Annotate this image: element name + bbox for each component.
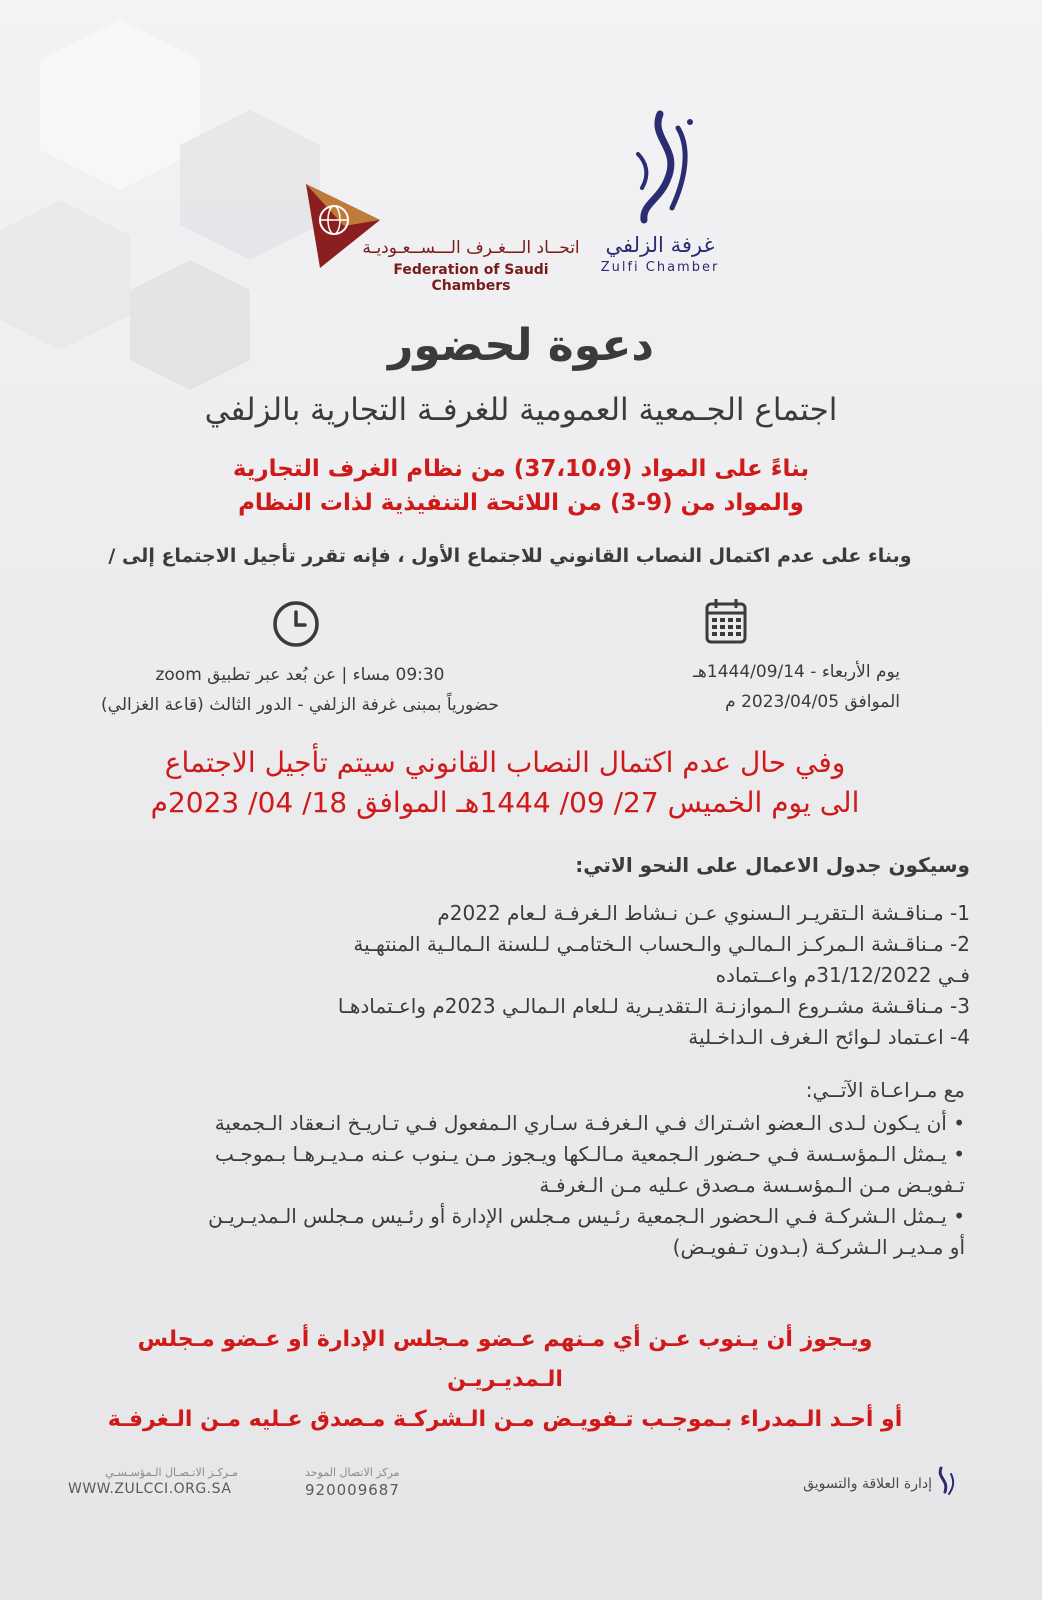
clock-icon	[272, 600, 320, 648]
agenda-item: 2- مـناقـشة الـمركـز الـمالـي والـحساب الـختامـي لـلسنة الـمالـية المنتهـية	[353, 932, 970, 956]
footer-corporate-contact-label: مـركـز الاتـصـال الـمؤسـسـي	[105, 1466, 238, 1479]
agenda-item: 3- مـناقـشة مشـروع الـموازنـة الـتقديـرية لـلعام الـمالـي 2023م واعـتمادهـا	[337, 994, 970, 1018]
meeting-date-hijri: يوم الأربعاء - 1444/09/14هـ	[692, 662, 900, 682]
meeting-time-location	[30, 660, 570, 720]
footer-unified-contact-label: مركز الاتصال الموحد	[305, 1466, 400, 1479]
postpone-notice-line-2: الى يوم الخميس 27/ 09/ 1444هـ الموافق 18/ 04/ 2023م	[150, 786, 860, 819]
proxy-notice-line-1: ويـجوز أن يـنوب عـن أي مـنهم عـضو مـجلس الإدارة أو عـضو مـجلس الـمديـريـن	[137, 1327, 873, 1392]
postpone-notice-line-1: وفي حال عدم اكتمال النصاب القانوني سيتم تأجيل الاجتماع	[164, 746, 846, 779]
department-logo-icon	[935, 1466, 959, 1496]
meeting-time: 09:30 مساء | عن بُعد عبر تطبيق zoom	[155, 665, 445, 685]
zulfi-name-en: Zulfi Chamber	[600, 260, 720, 275]
federation-logo	[300, 180, 386, 272]
proxy-notice-line-2: أو أحـد الـمدراء بـموجـب تـفويـض مـن الـشركـة مـصدق عـليه مـن الـغرفـة	[107, 1407, 903, 1432]
zulfi-chamber-logo	[620, 108, 710, 226]
postpone-intro: وبناء على عدم اكتمال النصاب القانوني للاجتماع الأول ، فإنه تقرر تأجيل الاجتماع إلى /	[108, 545, 912, 567]
agenda-list	[60, 898, 970, 1053]
notes-list	[40, 1108, 965, 1263]
legal-basis	[150, 452, 892, 520]
note-item: • أن يـكون لـدى الـعضو اشـتراك فـي الـغرفـة سـاري الـمفعول فـي تـاريـخ انـعقاد الـجمعية	[214, 1111, 965, 1135]
zulfi-name-ar: غرفة الزلفي	[605, 233, 715, 257]
agenda-item: 4- اعـتماد لـوائح الـغرف الـداخـلية	[688, 1025, 970, 1049]
meeting-date	[560, 657, 900, 717]
notes-heading: مع مـراعـاة الآتــي:	[805, 1078, 965, 1102]
agenda-item: 1- مـناقـشة الـتقريـر الـسنوي عـن نـشاط الـغرفـة لـعام 2022م	[437, 901, 970, 925]
meeting-date-gregorian: الموافق 2023/04/05 م	[725, 692, 900, 712]
footer-website-link[interactable]: WWW.ZULCCI.ORG.SA	[68, 1481, 232, 1497]
legal-basis-line-2: والمواد من (9-3) من اللائحة التنفيذية لذات النظام	[238, 490, 804, 516]
federation-name-en: Federation of Saudi Chambers	[393, 262, 549, 294]
agenda-item: فـي 31/12/2022م واعــتماده	[715, 963, 970, 987]
note-item: • يـمثل الـمؤسـسة فـي حـضور الـجمعية مـالـكها ويـجوز مـن يـنوب عـنه مـديـرهـا بـموجـب	[214, 1142, 965, 1166]
legal-basis-line-1: بناءً على المواد (37،10،9) من نظام الغرف التجارية	[232, 456, 810, 482]
footer-department-name: إدارة العلاقة والتسويق	[803, 1476, 932, 1492]
note-item: أو مـديـر الـشركـة (بـدون تـفويـض)	[672, 1235, 965, 1259]
note-item: • يـمثل الـشركـة فـي الـحضور الـجمعية رئـيس مـجلس الإدارة أو رئـيس مـجلس الـمديـريـن	[208, 1204, 965, 1228]
proxy-notice	[80, 1320, 930, 1440]
page-subtitle: اجتماع الجـمعية العمومية للغرفـة التجارية بالزلفي	[204, 392, 838, 428]
page-title: دعوة لحضور	[387, 320, 655, 371]
federation-name-ar: اتحــاد الـــغـرف الـــســعـوديـة	[362, 238, 580, 258]
meeting-location: حضورياً بمبنى غرفة الزلفي - الدور الثالث (قاعة الغزالي)	[101, 695, 499, 715]
footer-phone-number[interactable]: 920009687	[305, 1481, 400, 1499]
postpone-notice	[90, 743, 920, 823]
note-item: تـفويـض مـن الـمؤسـسة مـصدق عـليه مـن الـغرفـة	[539, 1173, 965, 1197]
calendar-icon	[704, 598, 748, 646]
agenda-heading: وسيكون جدول الاعمال على النحو الاتي:	[575, 853, 970, 877]
